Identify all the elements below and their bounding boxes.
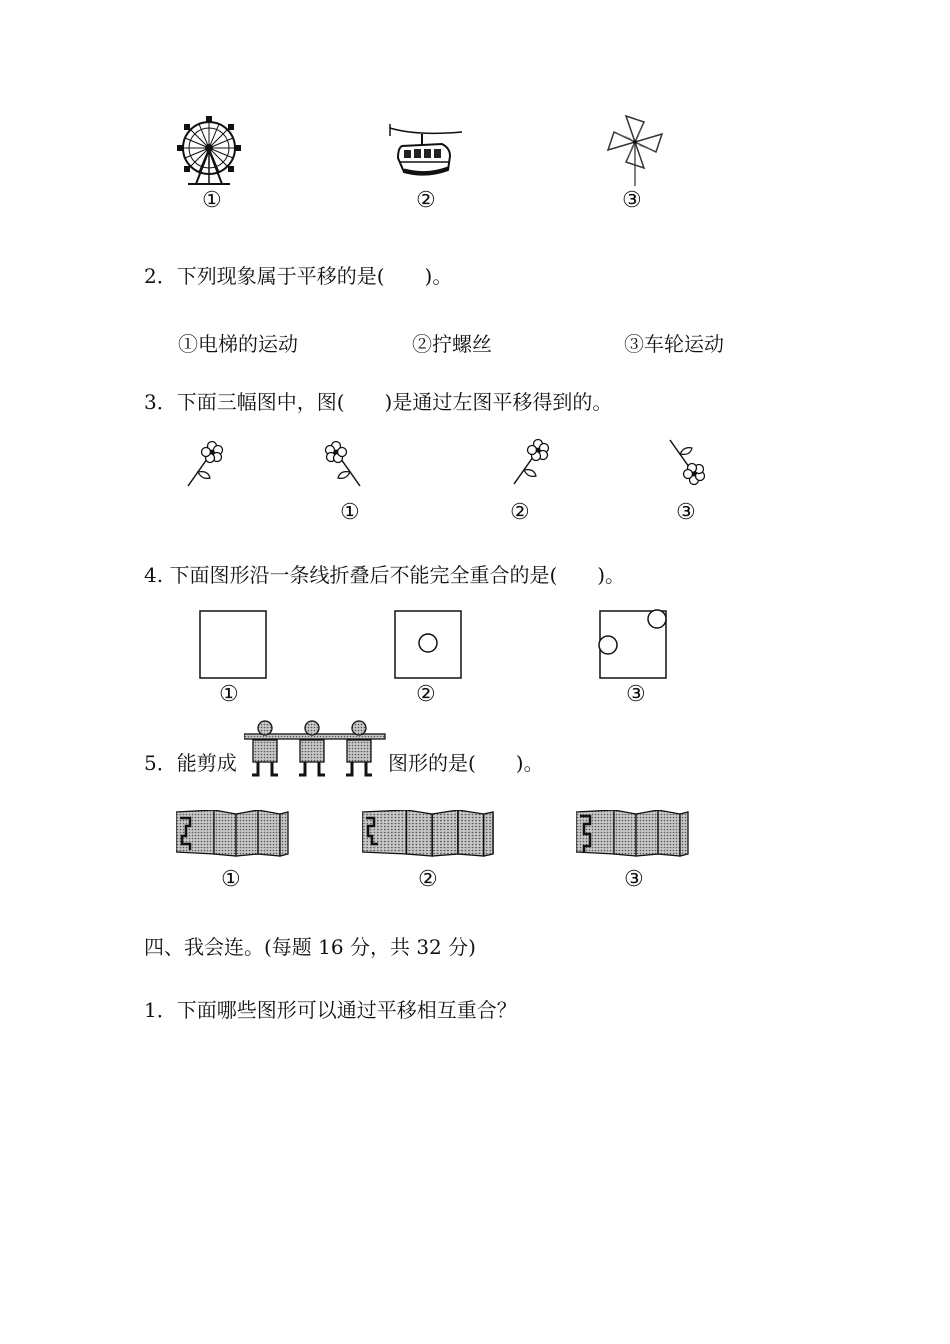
q5-label-3: ③ xyxy=(624,867,644,892)
q3-label-1: ① xyxy=(340,500,360,525)
q2-question: 2．下列现象属于平移的是( )。 xyxy=(144,264,453,288)
square-plain-icon xyxy=(199,610,269,680)
q1-label-1: ① xyxy=(202,188,222,213)
q5-label-2: ② xyxy=(418,867,438,892)
q5-question-after: 图形的是( )。 xyxy=(388,751,544,775)
q1-label-2: ② xyxy=(416,188,436,213)
section-4-question-1: 1．下面哪些图形可以通过平移相互重合？ xyxy=(144,998,517,1022)
cable-car-icon xyxy=(386,122,466,180)
q5-label-1: ① xyxy=(221,867,241,892)
q4-label-1: ① xyxy=(219,682,239,707)
folded-paper-option-3-icon xyxy=(576,810,692,860)
ferris-wheel-icon xyxy=(176,114,242,186)
flower-option-2-icon xyxy=(500,436,560,496)
q4-label-3: ③ xyxy=(626,682,646,707)
flower-option-3-icon xyxy=(654,436,714,496)
flower-option-1-icon xyxy=(318,436,378,496)
q3-label-3: ③ xyxy=(676,500,696,525)
q2-option-2: ②拧螺丝 xyxy=(412,332,492,356)
square-two-circles-icon xyxy=(598,608,670,680)
q4-question: 4. 下面图形沿一条线折叠后不能完全重合的是( )。 xyxy=(144,563,626,587)
section-4-heading: 四、我会连。(每题 16 分，共 32 分) xyxy=(144,935,476,959)
q3-label-2: ② xyxy=(510,500,530,525)
folded-paper-option-2-icon xyxy=(362,810,498,860)
pinwheel-icon xyxy=(604,112,666,186)
folded-paper-option-1-icon xyxy=(176,810,292,860)
q1-label-3: ③ xyxy=(622,188,642,213)
square-one-circle-icon xyxy=(394,610,464,680)
q5-question-before: 5．能剪成 xyxy=(144,751,237,775)
q4-label-2: ② xyxy=(416,682,436,707)
q2-option-1: ①电梯的运动 xyxy=(178,332,298,356)
q3-question: 3．下面三幅图中，图( )是通过左图平移得到的。 xyxy=(144,390,613,414)
paper-people-chain-icon xyxy=(244,720,386,780)
flower-original-icon xyxy=(176,436,236,496)
q2-option-3: ③车轮运动 xyxy=(624,332,724,356)
